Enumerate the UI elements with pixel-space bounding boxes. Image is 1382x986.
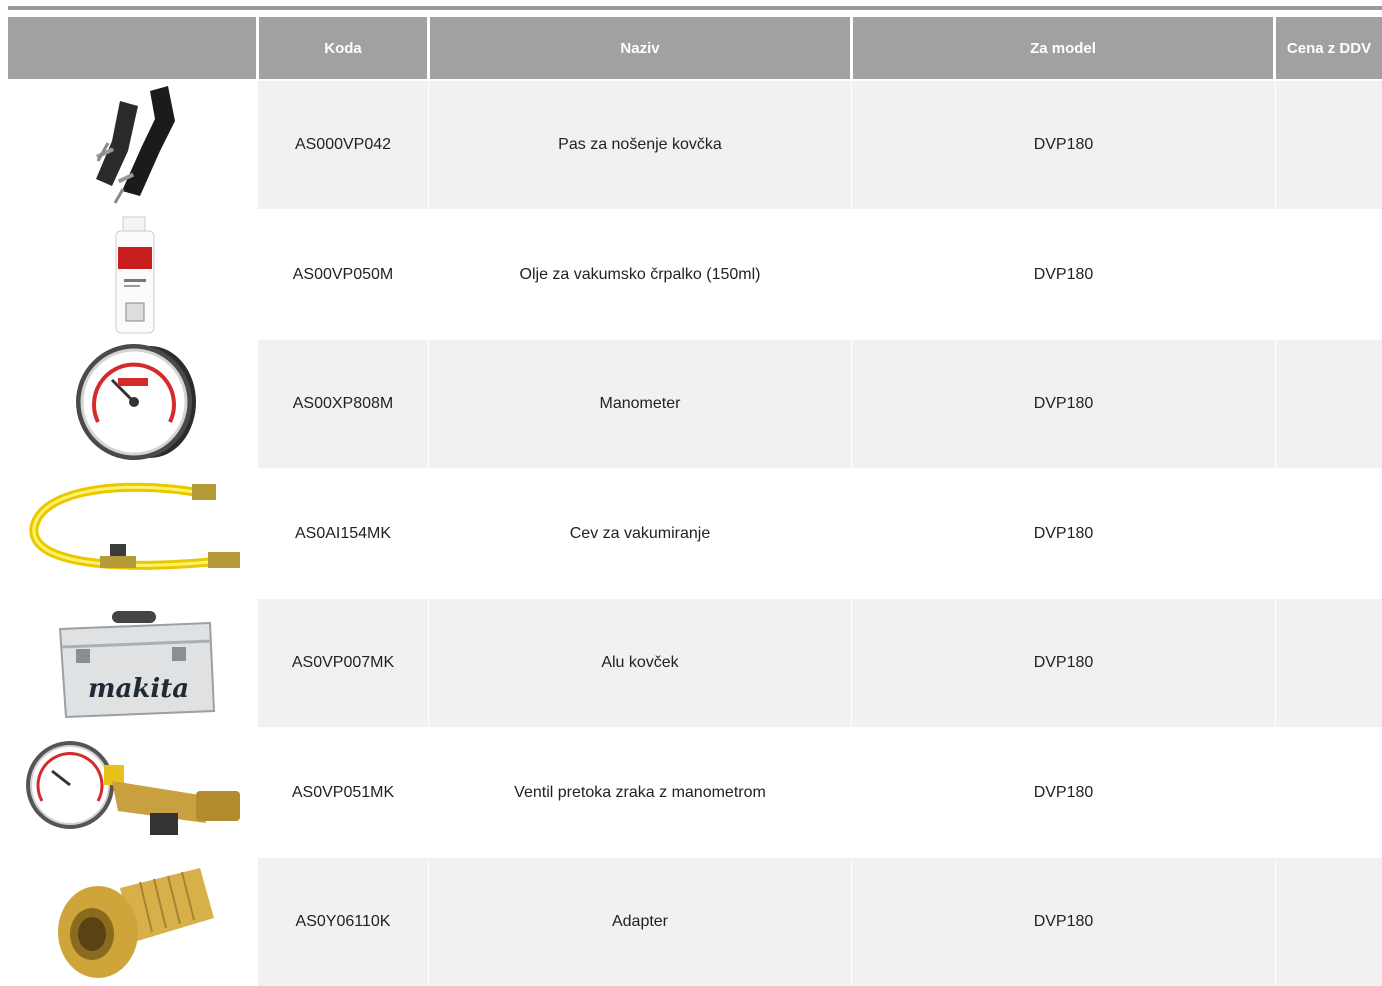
table-row [0, 340, 1382, 468]
header-code: Koda [259, 17, 427, 79]
brass-adapter-icon [0, 858, 256, 986]
header-model: Za model [853, 17, 1273, 79]
cell-code: AS0AI154MK [294, 525, 392, 542]
strap-icon [0, 81, 256, 209]
cell-model: DVP180 [1033, 784, 1094, 801]
cell-code: AS00VP050M [292, 266, 394, 283]
makita-logo: makita [88, 674, 190, 704]
table-row [0, 211, 1382, 339]
top-rule [8, 6, 1382, 10]
cell-name: Pas za nošenje kovčka [429, 81, 851, 209]
cell-code: AS0Y06110K [258, 858, 428, 986]
cell-code: AS000VP042 [258, 81, 428, 209]
cell-name: Ventil pretoka zraka z manometrom [514, 784, 766, 801]
oil-bottle-icon [0, 211, 256, 339]
cell-name: Alu kovček [429, 599, 851, 727]
valve-with-gauge-icon [0, 729, 256, 857]
yellow-hose-icon [0, 470, 256, 598]
cell-model: DVP180 [1033, 525, 1094, 542]
cell-price [1276, 81, 1382, 209]
cell-name: Cev za vakumiranje [569, 525, 711, 542]
cell-name: Manometer [429, 340, 851, 468]
cell-price [1276, 340, 1382, 468]
cell-name: Olje za vakumsko črpalko (150ml) [519, 266, 761, 283]
header-name: Naziv [430, 17, 850, 79]
cell-code: AS0VP007MK [258, 599, 428, 727]
header-image [8, 17, 256, 79]
cell-price [1276, 211, 1382, 339]
cell-code: AS0VP051MK [291, 784, 395, 801]
cell-price [1276, 470, 1382, 598]
cell-model: DVP180 [852, 858, 1275, 986]
cell-price [1276, 858, 1382, 986]
cell-model: DVP180 [852, 340, 1275, 468]
cell-code: AS00XP808M [258, 340, 428, 468]
cell-price [1276, 599, 1382, 727]
table-row [0, 729, 1382, 857]
table-row [0, 81, 1382, 209]
table-row [0, 858, 1382, 986]
table-row [0, 599, 1382, 727]
aluminium-case-icon [0, 599, 256, 727]
header-price: Cena z DDV [1276, 17, 1382, 79]
cell-name: Adapter [429, 858, 851, 986]
cell-model: DVP180 [1033, 266, 1094, 283]
pressure-gauge-icon [0, 340, 256, 468]
cell-model: DVP180 [852, 81, 1275, 209]
cell-price [1276, 729, 1382, 857]
table-row [0, 470, 1382, 598]
cell-model: DVP180 [852, 599, 1275, 727]
